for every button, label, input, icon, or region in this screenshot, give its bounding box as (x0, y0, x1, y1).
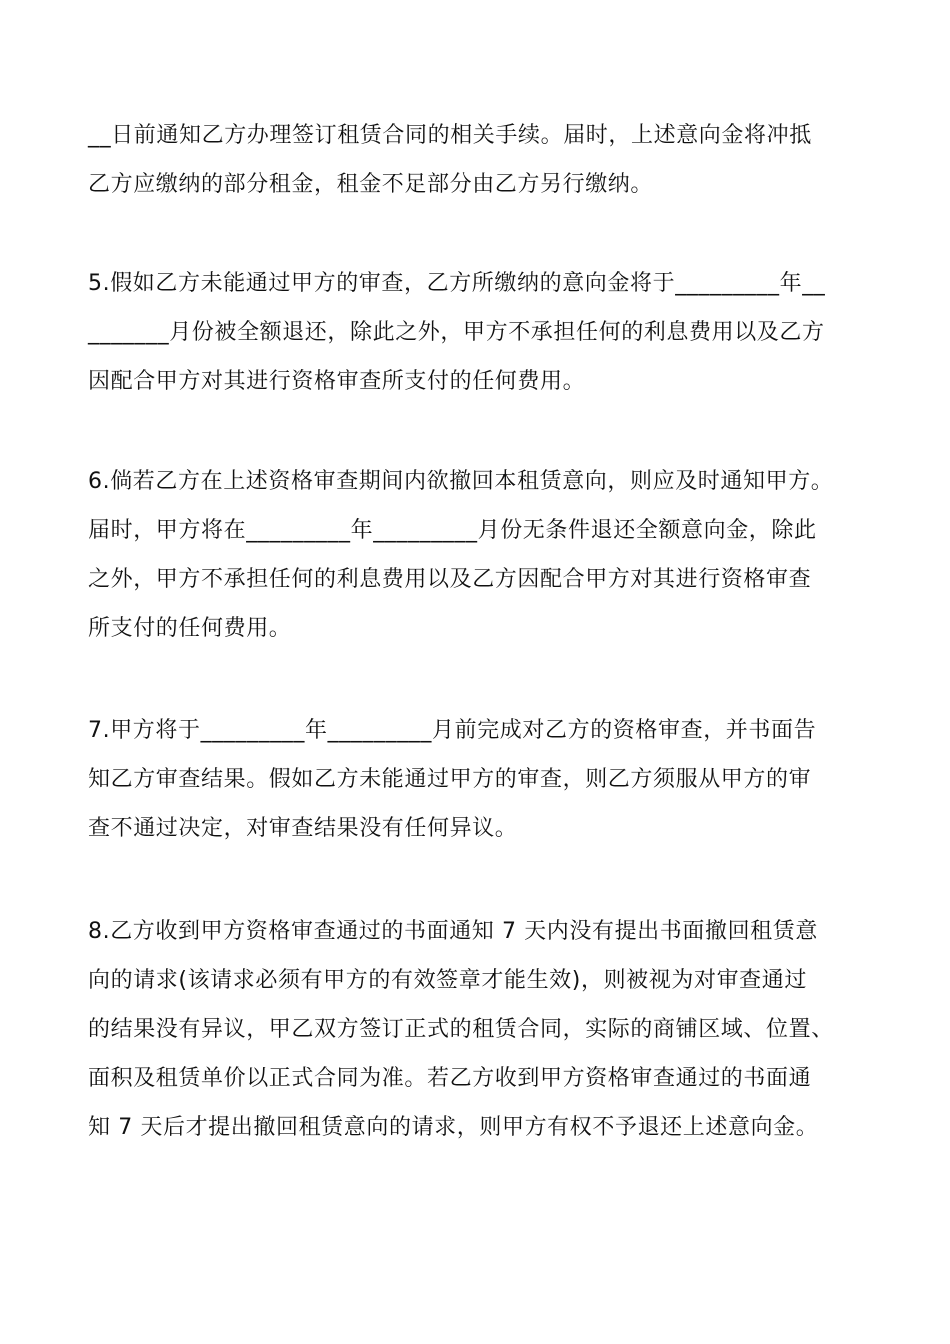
paragraph-intro (88, 111, 888, 209)
text-line: 8.乙方收到甲方资格审查通过的书面通知 7 天内没有提出书面撤回租赁意 (88, 919, 818, 944)
paragraph-clause-6 (88, 457, 888, 653)
paragraph-clause-7 (88, 706, 888, 853)
text-line: 之外，甲方不承担任何的利息费用以及乙方因配合甲方对其进行资格审查 (88, 567, 812, 592)
paragraph-clause-8 (88, 907, 888, 1152)
text-line: _______月份被全额退还，除此之外，甲方不承担任何的利息费用以及乙方 (88, 320, 825, 345)
text-line: 因配合甲方对其进行资格审查所支付的任何费用。 (88, 369, 586, 394)
text-line: 5.假如乙方未能通过甲方的审查，乙方所缴纳的意向金将于_________年__ (88, 271, 826, 296)
text-line: 向的请求(该请求必须有甲方的有效签章才能生效)，则被视为对审查通过 (88, 968, 807, 993)
text-line: 的结果没有异议，甲乙双方签订正式的租赁合同，实际的商铺区域、位置、 (88, 1017, 834, 1042)
text-line: 查不通过决定，对审查结果没有任何异议。 (88, 816, 518, 841)
text-line: 面积及租赁单价以正式合同为准。若乙方收到甲方资格审查通过的书面通 (88, 1066, 812, 1091)
text-line: 所支付的任何费用。 (88, 616, 292, 641)
text-line: __日前通知乙方办理签订租赁合同的相关手续。届时，上述意向金将冲抵 (88, 123, 812, 148)
text-line: 乙方应缴纳的部分租金，租金不足部分由乙方另行缴纳。 (88, 172, 654, 197)
paragraph-clause-5 (88, 259, 888, 406)
text-line: 知乙方审查结果。假如乙方未能通过甲方的审查，则乙方须服从甲方的审 (88, 767, 812, 792)
text-line: 届时，甲方将在_________年_________月份无条件退还全额意向金，除此 (88, 518, 817, 543)
text-line: 知 7 天后才提出撤回租赁意向的请求，则甲方有权不予退还上述意向金。 (88, 1115, 819, 1140)
text-line: 7.甲方将于_________年_________月前完成对乙方的资格审查，并书面告 (88, 718, 817, 743)
text-line: 6.倘若乙方在上述资格审查期间内欲撤回本租赁意向，则应及时通知甲方。 (88, 469, 834, 494)
